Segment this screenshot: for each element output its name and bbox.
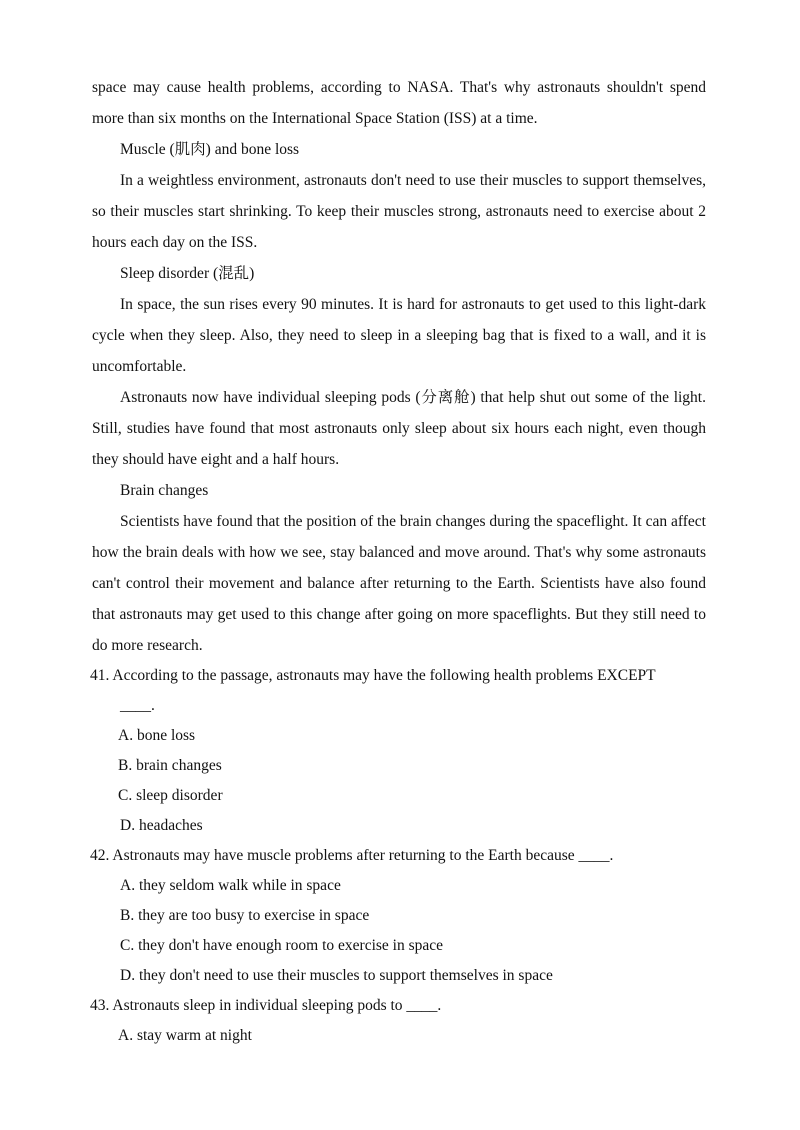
question-42-stem: 42. Astronauts may have muscle problems after returning to the Earth because ____. <box>90 847 614 864</box>
question-41-blank: ____. <box>120 697 155 714</box>
paragraph-brain: Scientists have found that the position of the brain changes during the spaceflight. It can affect how the brain deals with how we see, stay balanced and move around. That's why some astronauts can't control their movement and balance after returning to the Earth. Scientists have also found that astronauts may get used to this change after going on more spaceflights. But they still need to do more research. <box>92 513 706 654</box>
passage-intro: space may cause health problems, according to NASA. That's why astronauts shouldn't spend more than six months on the International Space Station (ISS) at a time. <box>92 79 706 127</box>
question-41-option-c: C. sleep disorder <box>118 787 223 804</box>
paragraph-muscle: In a weightless environment, astronauts don't need to use their muscles to support themselves, so their muscles start shrinking. To keep their muscles strong, astronauts need to exercise about 2 hours each day on the ISS. <box>92 172 706 251</box>
section-heading-sleep: Sleep disorder (混乱) <box>120 265 255 282</box>
paragraph-sleep-2: Astronauts now have individual sleeping pods (分离舱) that help shut out some of the light. Still, studies have found that most astronauts only sleep about six hours each night, even though they should have eight and a half hours. <box>92 389 706 468</box>
section-heading-brain: Brain changes <box>120 482 209 499</box>
question-42-option-a: A. they seldom walk while in space <box>120 877 341 894</box>
paragraph-sleep-1: In space, the sun rises every 90 minutes. It is hard for astronauts to get used to this light-dark cycle when they sleep. Also, they need to sleep in a sleeping bag that is fixed to a wall, and it is uncomfortable. <box>92 296 706 375</box>
question-43-option-a: A. stay warm at night <box>118 1027 252 1044</box>
question-42-option-c: C. they don't have enough room to exercise in space <box>120 937 444 954</box>
question-41-option-d: D. headaches <box>120 817 203 834</box>
section-heading-muscle: Muscle (肌肉) and bone loss <box>120 141 300 158</box>
document-page <box>92 72 706 1051</box>
question-41-option-b: B. brain changes <box>118 757 222 774</box>
question-42-option-b: B. they are too busy to exercise in space <box>120 907 370 924</box>
question-41-option-a: A. bone loss <box>118 727 196 744</box>
question-42-option-d: D. they don't need to use their muscles to support themselves in space <box>120 967 553 984</box>
question-43-stem: 43. Astronauts sleep in individual sleeping pods to ____. <box>90 997 442 1014</box>
question-41-stem: 41. According to the passage, astronauts may have the following health problems EXCEPT <box>90 667 656 684</box>
